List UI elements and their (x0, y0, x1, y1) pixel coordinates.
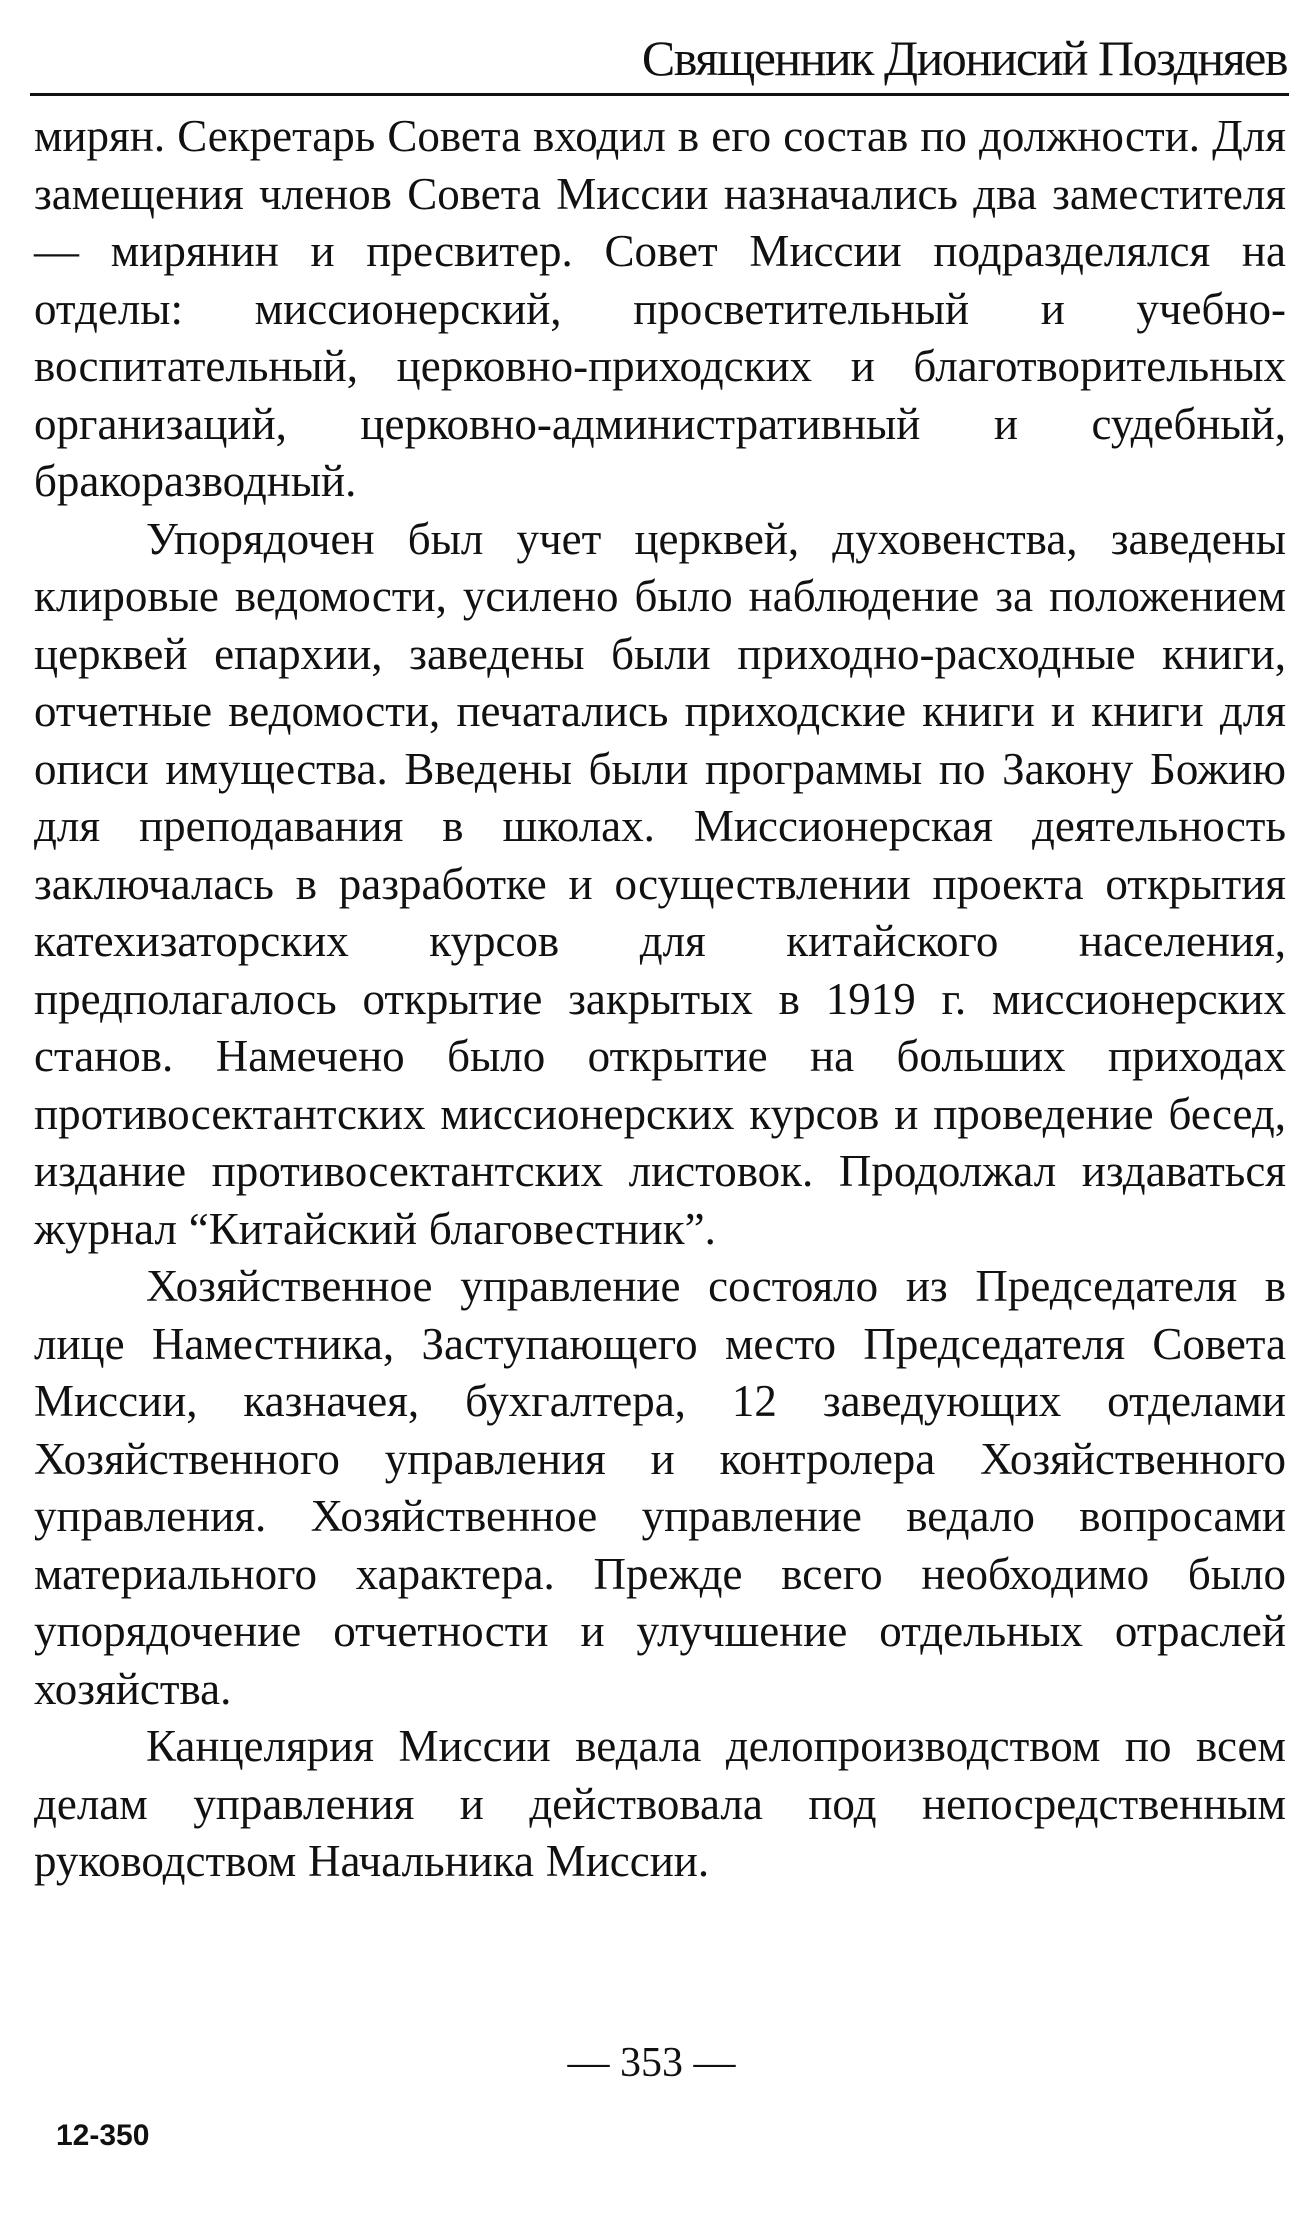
paragraph-3: Хозяйственное управление состояло из Председателя в лице Наместника, Заступающего место Председателя Совета Миссии, казначея, бухгалтера, 12 заведующих отделами Хозяйственного управления и контролера Хозяйственного управления. Хозяйственное управление ведало вопросами материального характера. Прежде всего необходимо было упорядочение отчетности и улучшение отдельных отраслей хозяйства. (34, 1261, 1286, 1714)
header-rule (30, 93, 1289, 96)
paragraph-1: мирян. Секретарь Совета входил в его состав по должности. Для замещения членов Совета Миссии назначались два заместителя — мирянин и пресвитер. Совет Миссии подразделялся на отделы: миссионерский, просветительный и учебно-воспитательный, церковно-приходских и благотворительных организаций, церковно-административный и судебный, бракоразводный. (34, 111, 1286, 506)
body-text (34, 108, 1286, 1891)
page-number: — 353 — (567, 2040, 736, 2086)
paragraph-2: Упорядочен был учет церквей, духовенства, заведены клировые ведомости, усилено было наблюдение за положением церквей епархии, заведены были приходно-расходные книги, отчетные ведомости, печатались приходские книги и книги для описи имущества. Введены были программы по Закону Божию для преподавания в школах. Миссионерская деятельность заключалась в разработке и осуществлении проекта открытия катехизаторских курсов для китайского населения, предполагалось открытие закрытых в 1919 г. миссионерских станов. Намечено было открытие на больших приходах противосектантских миссионерских курсов и проведение бесед, издание противосектантских листовок. Продолжал издаваться журнал “Китайский благовестник”. (34, 513, 1286, 1254)
running-head: Священник Дионисий Поздняев (641, 30, 1287, 86)
signature-mark: 12-350 (56, 2119, 150, 2152)
paragraph-4: Канцелярия Миссии ведала делопроизводством по всем делам управления и действовала под непосредственным руководством Начальника Миссии. (34, 1721, 1286, 1886)
